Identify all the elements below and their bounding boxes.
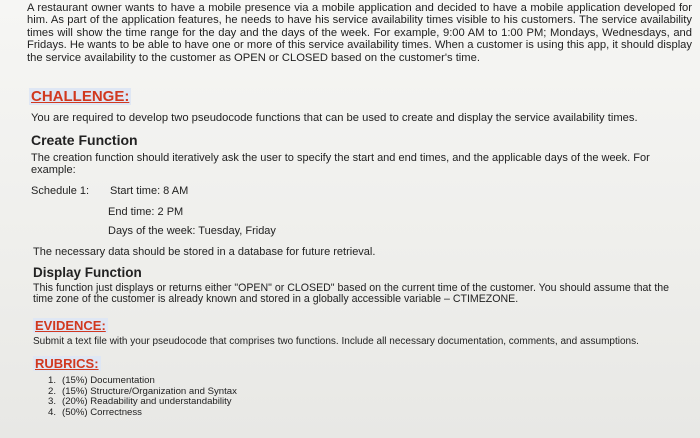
schedule-days: Days of the week: Tuesday, Friday (108, 225, 276, 237)
rubric-item: 4. (50%) Correctness (48, 406, 142, 418)
display-function-text: This function just displays or returns either "OPEN" or CLOSED" based on the current time of the customer. You should assume that the time zone of the customer is already known and stored in a globally accessible variable – CTIMEZONE. (33, 282, 670, 306)
schedule-label: Schedule 1: (31, 185, 90, 197)
evidence-text: Submit a text file with your pseudocode that comprises two functions. Include all necessary documentation, comments, and assumptions. (33, 336, 639, 347)
schedule-start-time: Start time: 8 AM (110, 185, 189, 197)
challenge-heading: CHALLENGE: (31, 88, 130, 105)
create-function-text: The creation function should iteratively ask the user to specify the start and end times, and the applicable days of the week. For example: (31, 152, 650, 177)
evidence-heading: EVIDENCE: (35, 318, 106, 333)
display-function-heading: Display Function (33, 265, 142, 280)
schedule-end-time: End time: 2 PM (108, 206, 184, 218)
rubrics-heading: RUBRICS: (35, 356, 99, 371)
rubric-item: 3. (20%) Readability and understandability (48, 396, 232, 408)
rubric-list (48, 376, 237, 418)
rubric-item: 1. (15%) Documentation (48, 375, 155, 386)
challenge-text: You are required to develop two pseudocode functions that can be used to create and display the service availability times. (31, 112, 638, 124)
create-function-heading: Create Function (31, 132, 138, 148)
storage-note: The necessary data should be stored in a database for future retrieval. (33, 246, 376, 258)
rubric-item: 2. (15%) Structure/Organization and Syntax (48, 385, 237, 397)
intro-paragraph: A restaurant owner wants to have a mobile presence via a mobile application and decided to have a mobile application developed for him. As part of the application features, he needs to have his service availability times visible to his customers. The service availability times will show the time range for the day and the days of the week. For example, 9:00 AM to 1:00 PM; Mondays, Wednesdays, and Fridays. He wants to be able to have one or more of this service availability times. When a customer is using this app, it should display the service availability to the customer as OPEN or CLOSED based on the customer's time. (27, 2, 692, 64)
